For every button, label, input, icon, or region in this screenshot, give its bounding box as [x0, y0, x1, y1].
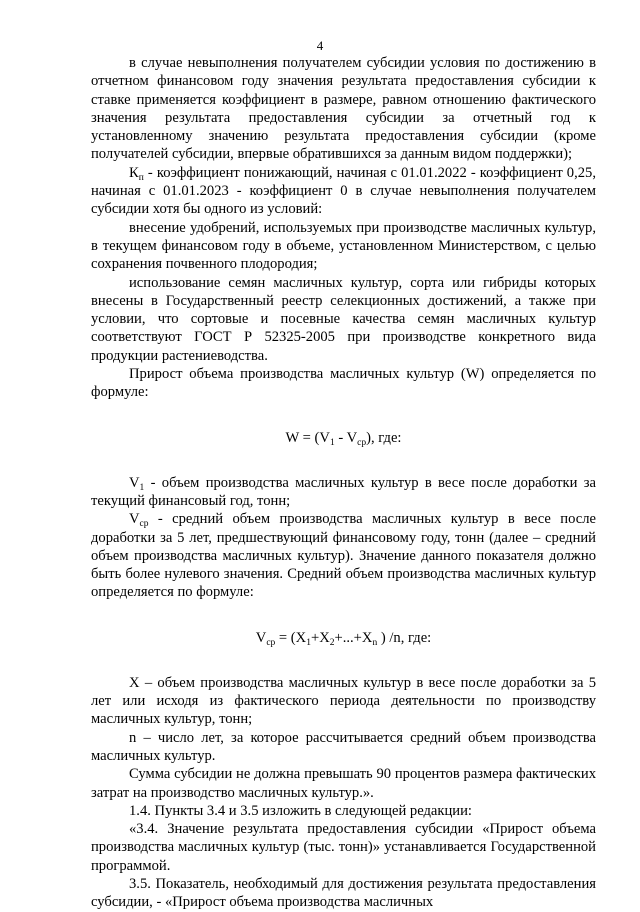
vavg-text: - средний объем производства масличных культур в весе после доработки за 5 лет, предшествующий финансовому году, тонн (далее – средний объем производства масличных культур). Значение данного показателя должно быть более нулевого значения. Средний объем производства масличных культур определяется по формуле: — [91, 511, 596, 601]
kp-symbol: К — [129, 164, 139, 181]
paragraph-growth-intro: Прирост объема производства масличных культур (W) определяется по формуле: — [91, 366, 596, 401]
paragraph-clause-3-5: 3.5. Показатель, необходимый для достижения результата предоставления субсидии, - «Прирост объема производства масличных — [91, 875, 596, 911]
formula-average — [91, 629, 596, 647]
paragraph-subsidy-limit: Сумма субсидии не должна превышать 90 процентов размера фактических затрат на производство масличных культур.». — [91, 766, 596, 801]
formula-growth-sub-avg: ср — [357, 437, 367, 448]
spacer — [91, 602, 596, 629]
vavg-subscript: ср — [139, 519, 149, 530]
paragraph-coefficient-condition: в случае невыполнения получателем субсидии условия по достижению в отчетном финансовом году значения результата предоставления субсидии к ставке применяется коэффициент в размере, равном отношению фактического значения результата предоставления субсидии за отчетный год к установленному значению результата предоставления субсидии (кроме получателей субсидии, впервые обратившихся за данным видом поддержки); — [91, 55, 596, 163]
paragraph-v1-definition — [91, 474, 596, 511]
formula-growth — [91, 429, 596, 447]
formula-growth-rhs: ), где: — [366, 429, 402, 446]
formula-average-dots: +...+X — [334, 629, 373, 646]
kp-subscript: п — [138, 172, 144, 183]
formula-average-plus: +X — [310, 629, 330, 646]
paragraph-fertilizer-condition: внесение удобрений, используемых при производстве масличных культур, в текущем финансовом году в объеме, установленном Министерством, с целью сохранения почвенного плодородия; — [91, 219, 596, 273]
formula-growth-sub-1: 1 — [329, 437, 335, 448]
paragraph-clause-3-4: «3.4. Значение результата предоставления субсидии «Прирост объема производства масличных культур (тыс. тонн)» устанавливается Государственной программой. — [91, 821, 596, 874]
paragraph-vavg-definition — [91, 510, 596, 601]
formula-average-rhs: ) /n, где: — [377, 629, 432, 646]
v1-subscript: 1 — [139, 482, 145, 493]
v1-text: - объем производства масличных культур в весе после доработки за текущий финансовый год, тонн; — [91, 474, 596, 509]
formula-average-v: V — [255, 629, 267, 646]
spacer — [91, 402, 596, 429]
paragraph-seeds-condition: использование семян масличных культур, сорта или гибриды которых внесены в Государственный реестр селекционных достижений, а также при условии, что сортовые и посевные качества семян масличных культур соответствуют ГОСТ Р 52325-2005 при производстве конкретного вида продукции растениеводства. — [91, 274, 596, 364]
vavg-symbol: V — [129, 511, 140, 528]
paragraph-kp-definition — [91, 164, 596, 219]
kp-text: - коэффициент понижающий, начиная с 01.01.2022 - коэффициент 0,25, начиная с 01.01.2023 - коэффициент 0 в случае невыполнения получателем субсидии хотя бы одного из условий: — [91, 164, 596, 218]
spacer — [91, 447, 596, 474]
paragraph-amendment-1-4: 1.4. Пункты 3.4 и 3.5 изложить в следующей редакции: — [129, 802, 472, 819]
formula-average-sub-avg: ср — [266, 637, 276, 648]
paragraph-x-definition: X – объем производства масличных культур в весе после доработки за 5 лет или исходя из фактического периода деятельности по производству масличных культур, тонн; — [91, 674, 596, 728]
paragraph-n-definition: n – число лет, за которое рассчитывается средний объем производства масличных культур. — [91, 729, 596, 764]
formula-average-sub-n: n — [372, 637, 378, 648]
page-number: 4 — [316, 38, 324, 53]
formula-growth-minus: - V — [334, 429, 358, 446]
spacer — [91, 647, 596, 674]
formula-growth-lhs: W = (V — [285, 429, 330, 446]
v1-symbol: V — [129, 474, 140, 491]
formula-average-sub-1: 1 — [306, 637, 311, 648]
formula-average-eq: = (X — [275, 629, 307, 646]
document-body — [91, 54, 596, 912]
formula-average-sub-2: 2 — [329, 637, 335, 648]
